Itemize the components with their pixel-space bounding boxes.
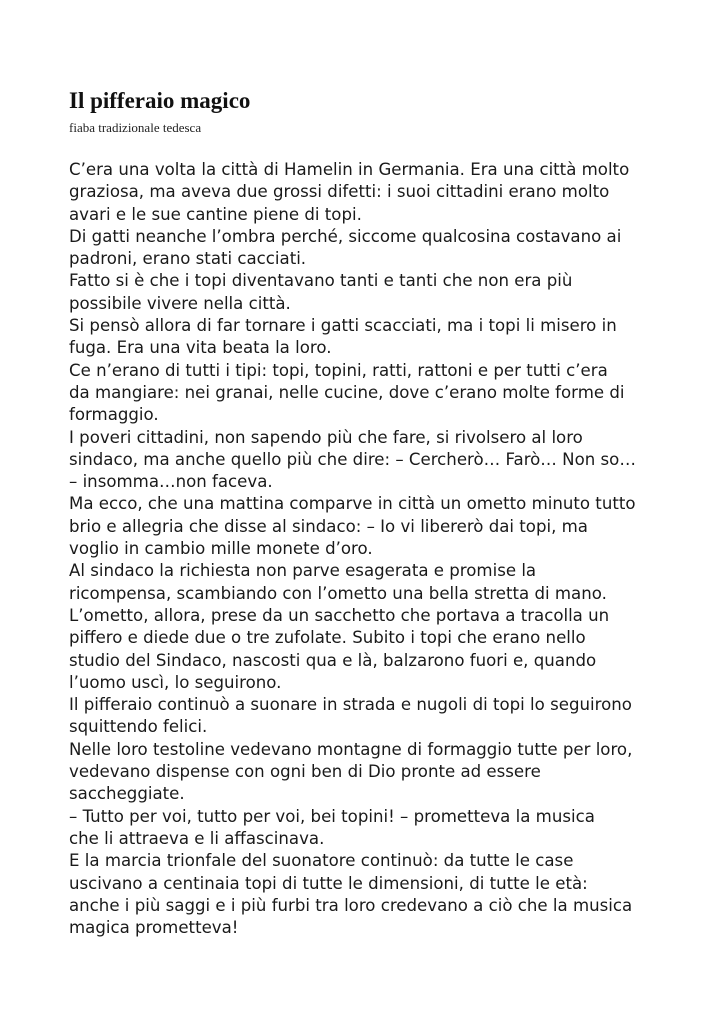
text-line: C’era una volta la città di Hamelin in Germania. Era una città molto [69, 160, 630, 179]
text-line: padroni, erano stati cacciati. [69, 249, 307, 269]
text-line: – insomma…non faceva. [69, 472, 273, 492]
text-line: studio del Sindaco, nascosti qua e là, balzarono fuori e, quando [69, 650, 597, 670]
text-line: saccheggiate. [69, 784, 185, 804]
text-line: Al sindaco la richiesta non parve esagerata e promise la [69, 561, 537, 581]
text-line: Di gatti neanche l’ombra perché, siccome qualcosina costavano ai [69, 226, 622, 246]
text-line: Ce n’erano di tutti i tipi: topi, topini, ratti, rattoni e per tutti c’era [69, 360, 608, 380]
text-line: che li attraeva e li affascinava. [69, 828, 325, 848]
text-line: voglio in cambio mille monete d’oro. [69, 539, 373, 559]
document-subtitle: fiaba tradizionale tedesca [69, 120, 202, 135]
text-line: graziosa, ma aveva due grossi difetti: i suoi cittadini erano molto [69, 182, 610, 202]
text-line: ricompensa, scambiando con l’ometto una bella stretta di mano. [69, 583, 607, 603]
text-line: piffero e diede due o tre zufolate. Subito i topi che erano nello [69, 628, 586, 648]
text-line: Fatto si è che i topi diventavano tanti e tanti che non era più [69, 271, 573, 291]
text-line: anche i più saggi e i più furbi tra loro credevano a ciò che la musica [69, 895, 633, 915]
text-line: Nelle loro testoline vedevano montagne di formaggio tutte per loro, [69, 739, 633, 759]
text-line: vedevano dispense con ogni ben di Dio pronte ad essere [69, 762, 541, 782]
text-line: da mangiare: nei granai, nelle cucine, dove c’erano molte forme di [69, 382, 625, 402]
text-line: E la marcia trionfale del suonatore continuò: da tutte le case [69, 851, 574, 871]
text-line: L’ometto, allora, prese da un sacchetto che portava a tracolla un [69, 605, 610, 625]
text-line: uscivano a centinaia topi di tutte le dimensioni, di tutte le età: [69, 873, 588, 893]
text-line: I poveri cittadini, non sapendo più che fare, si rivolsero al loro [69, 427, 583, 447]
story-text [69, 159, 669, 939]
document-title: Il pifferaio magico [69, 88, 251, 113]
text-line: Ma ecco, che una mattina comparve in città un ometto minuto tutto [69, 494, 636, 514]
text-line: sindaco, ma anche quello più che dire: – Cercherò… Farò… Non so… [69, 449, 636, 469]
text-line: possibile vivere nella città. [69, 293, 291, 313]
text-line: brio e allegria che disse al sindaco: – Io vi libererò dai topi, ma [69, 516, 588, 536]
text-line: – Tutto per voi, tutto per voi, bei topini! – prometteva la musica [69, 806, 595, 826]
text-line: fuga. Era una vita beata la loro. [69, 338, 332, 358]
text-line: formaggio. [69, 405, 159, 425]
text-line: Si pensò allora di far tornare i gatti scacciati, ma i topi li misero in [69, 316, 617, 336]
text-line: squittendo felici. [69, 717, 208, 737]
text-line: l’uomo uscì, lo seguirono. [69, 672, 282, 692]
text-line: Il pifferaio continuò a suonare in strada e nugoli di topi lo seguirono [69, 695, 632, 715]
text-line: magica prometteva! [69, 918, 239, 938]
text-line: avari e le sue cantine piene di topi. [69, 204, 362, 224]
